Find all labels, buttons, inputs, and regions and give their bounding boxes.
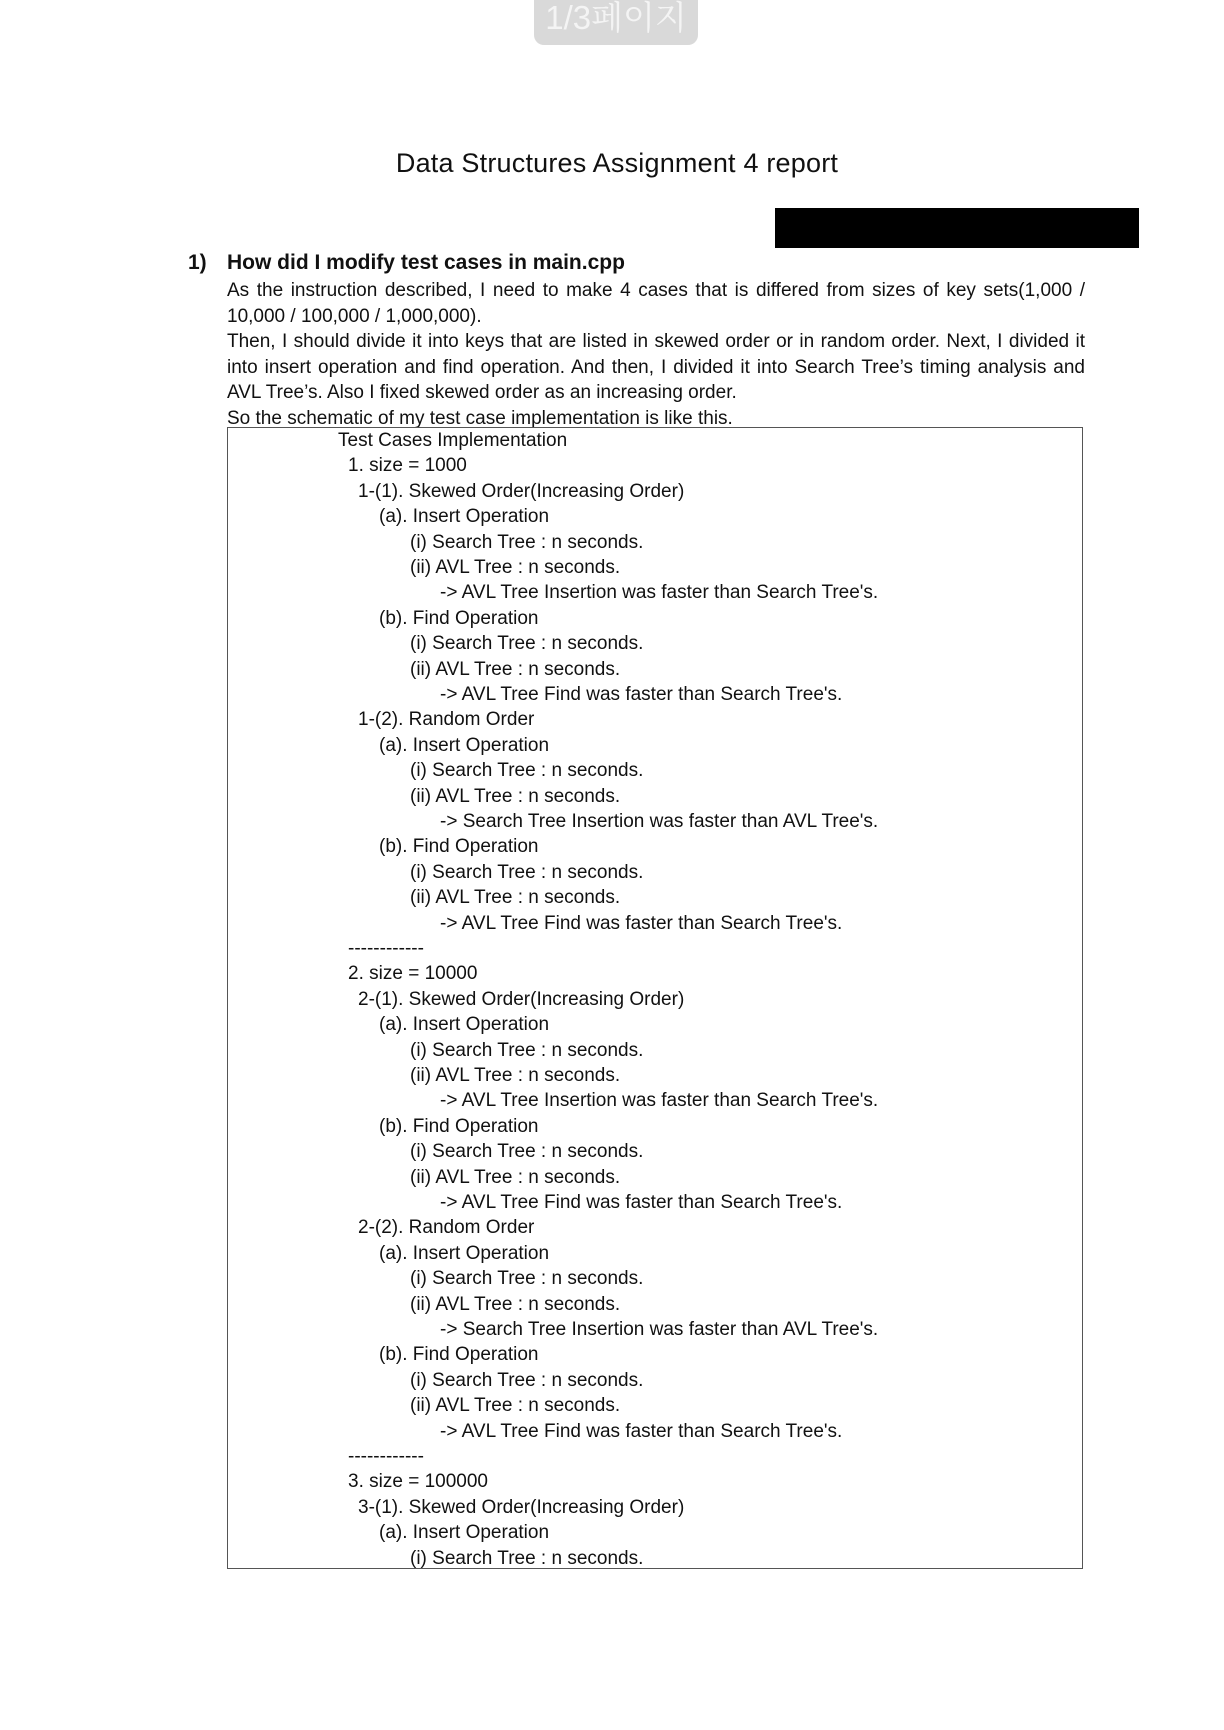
test-case-line: (ii) AVL Tree : n seconds. (410, 1166, 621, 1188)
test-case-line: -> Search Tree Insertion was faster than AVL Tree's. (440, 811, 879, 832)
test-case-line: (b). Find Operation (379, 836, 539, 858)
test-case-line: (i) Search Tree : n seconds. (410, 531, 644, 553)
test-case-line: 1-(1). Skewed Order(Increasing Order) (358, 480, 685, 502)
test-case-line: ------------ (348, 938, 424, 959)
test-case-line: -> AVL Tree Find was faster than Search Tree's. (440, 684, 843, 705)
test-case-line: ------------ (348, 1446, 424, 1467)
test-case-line: -> AVL Tree Insertion was faster than Search Tree's. (440, 1090, 879, 1112)
test-case-line: (b). Find Operation (379, 1115, 539, 1137)
test-case-line: (i) Search Tree : n seconds. (410, 1268, 644, 1290)
test-case-line: -> AVL Tree Insertion was faster than Search Tree's. (440, 582, 879, 604)
section-number: 1) (188, 251, 207, 274)
paragraph: As the instruction described, I need to make 4 cases that is differed from sizes of key sets(1,000 / 10,000 / 100,000 / 1,000,000). (227, 280, 1085, 327)
test-case-line: (i) Search Tree : n seconds. (410, 1369, 644, 1391)
test-case-line: (a). Insert Operation (379, 1522, 550, 1544)
test-case-line: 3. size = 100000 (348, 1471, 488, 1493)
test-case-line: (i) Search Tree : n seconds. (410, 1141, 644, 1163)
page-indicator: 1/3페이지 (534, 0, 698, 45)
section-heading-text: How did I modify test cases in main.cpp (227, 251, 625, 274)
test-case-line: -> AVL Tree Find was faster than Search Tree's. (440, 1420, 843, 1442)
section-body (227, 278, 1085, 431)
test-case-line: (ii) AVL Tree : n seconds. (410, 557, 621, 578)
test-case-line: -> AVL Tree Find was faster than Search Tree's. (440, 912, 843, 934)
test-case-line: (b). Find Operation (379, 1344, 539, 1366)
test-case-line: (ii) AVL Tree : n seconds. (410, 1065, 621, 1086)
test-case-line: 2-(2). Random Order (358, 1217, 535, 1239)
test-case-line: 3-(1). Skewed Order(Increasing Order) (358, 1496, 685, 1518)
test-case-line: (ii) AVL Tree : n seconds. (410, 1293, 621, 1315)
test-cases-box (227, 427, 1083, 1569)
test-case-line: (b). Find Operation (379, 607, 539, 629)
test-case-line: (ii) AVL Tree : n seconds. (410, 785, 621, 807)
paragraph: So the schematic of my test case implementation is like this. (227, 407, 733, 429)
test-case-line: (a). Insert Operation (379, 1014, 550, 1036)
test-case-line: (i) Search Tree : n seconds. (410, 633, 644, 655)
paragraph: Then, I should divide it into keys that are listed in skewed order or in random order. Next, I divided it into insert operation and find operation. And then, I divided it into Search Tree’s timing analysis and AVL Tree’s. Also I fixed skewed order as an increasing order. (227, 331, 1085, 403)
test-case-line: (a). Insert Operation (379, 506, 550, 528)
test-case-line: (a). Insert Operation (379, 734, 550, 756)
redacted-block (775, 208, 1139, 248)
test-case-line: 1-(2). Random Order (358, 709, 535, 731)
test-case-line: -> Search Tree Insertion was faster than AVL Tree's. (440, 1319, 879, 1340)
test-case-line: (i) Search Tree : n seconds. (410, 1039, 644, 1061)
test-case-line: (ii) AVL Tree : n seconds. (410, 658, 621, 680)
test-case-line: (a). Insert Operation (379, 1242, 550, 1264)
test-case-line: 2-(1). Skewed Order(Increasing Order) (358, 988, 685, 1010)
test-case-line: (i) Search Tree : n seconds. (410, 861, 644, 883)
test-case-line: (i) Search Tree : n seconds. (410, 1547, 644, 1569)
document-title: Data Structures Assignment 4 report (395, 148, 839, 178)
test-case-line: 1. size = 1000 (348, 455, 467, 477)
test-case-line: (i) Search Tree : n seconds. (410, 760, 644, 782)
test-case-line: -> AVL Tree Find was faster than Search Tree's. (440, 1192, 843, 1213)
test-case-line: 2. size = 10000 (348, 963, 478, 985)
test-case-line: (ii) AVL Tree : n seconds. (410, 887, 621, 909)
test-case-line: Test Cases Implementation (338, 430, 568, 451)
test-case-line: (ii) AVL Tree : n seconds. (410, 1395, 621, 1417)
